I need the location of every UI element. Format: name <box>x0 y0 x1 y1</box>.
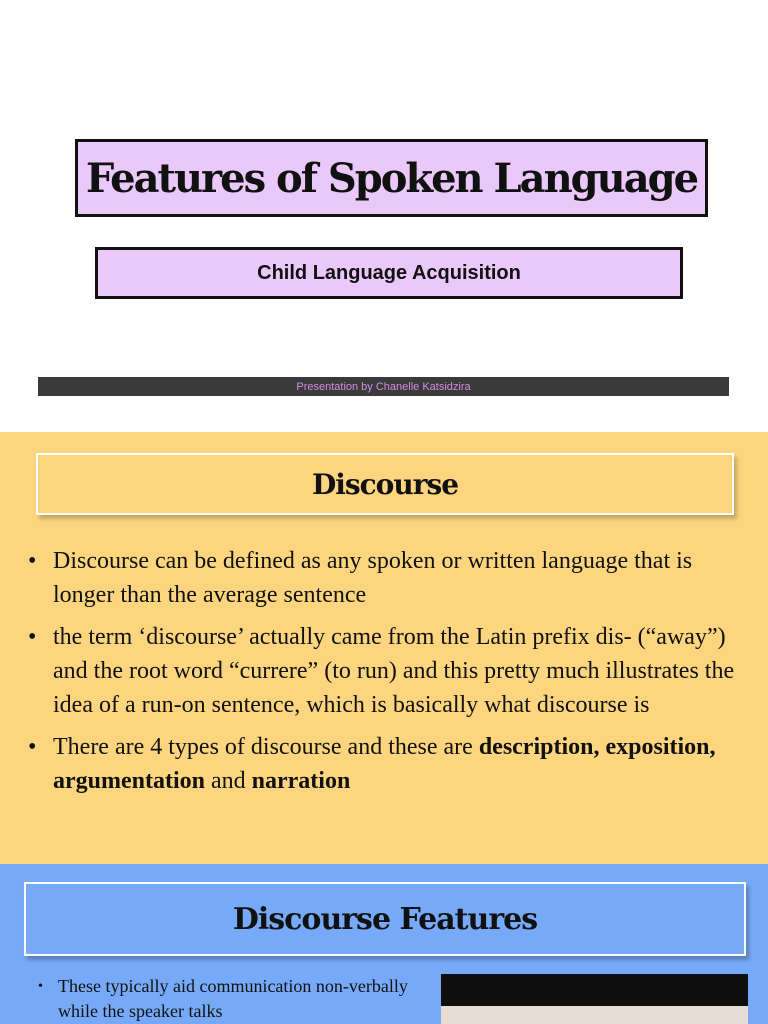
discourse-slide <box>0 432 768 864</box>
bullet-text: and <box>205 768 252 794</box>
subtitle: Child Language Acquisition <box>257 261 521 284</box>
list-item <box>28 544 740 612</box>
bullet-text: Discourse can be defined as any spoken or written language that is longer than the average sentence <box>53 548 693 608</box>
bullet-bold-text: narration <box>251 768 351 794</box>
author-bar <box>38 377 729 396</box>
bullet-dot-icon: • <box>28 548 37 574</box>
bullet-dot-icon: • <box>28 734 37 760</box>
discourse-features-slide <box>0 864 768 1024</box>
bullet-bold-text: description, exposition, argumentation <box>53 734 716 794</box>
list-item <box>28 730 740 798</box>
title-box <box>75 139 708 217</box>
bullet-dot-icon: • <box>38 979 43 994</box>
features-heading-box <box>24 882 746 956</box>
list-item <box>28 620 740 722</box>
discourse-heading: Discourse <box>311 467 459 501</box>
features-bullet-list <box>38 974 418 1024</box>
bullet-text: There are 4 types of discourse and these are <box>53 734 479 760</box>
video-thumbnail <box>441 974 748 1024</box>
video-frame-image <box>441 1006 748 1024</box>
bullet-dot-icon: • <box>28 624 37 650</box>
list-item <box>38 974 418 1024</box>
title-slide <box>0 0 768 432</box>
page-title: Features of Spoken Language <box>85 154 698 202</box>
author-credit: Presentation by Chanelle Katsidzira <box>296 380 471 393</box>
subtitle-box <box>95 247 683 299</box>
discourse-bullet-list <box>28 544 740 806</box>
bullet-text: These typically aid communication non-verbally while the speaker talks <box>58 976 408 1021</box>
discourse-heading-box <box>36 453 734 515</box>
features-heading: Discourse Features <box>232 901 538 937</box>
bullet-text: the term ‘discourse’ actually came from the Latin prefix dis- (“away”) and the root word “currere” (to run) and this pretty much illustrates the idea of a run-on sentence, which is basically what discourse is <box>53 624 735 718</box>
